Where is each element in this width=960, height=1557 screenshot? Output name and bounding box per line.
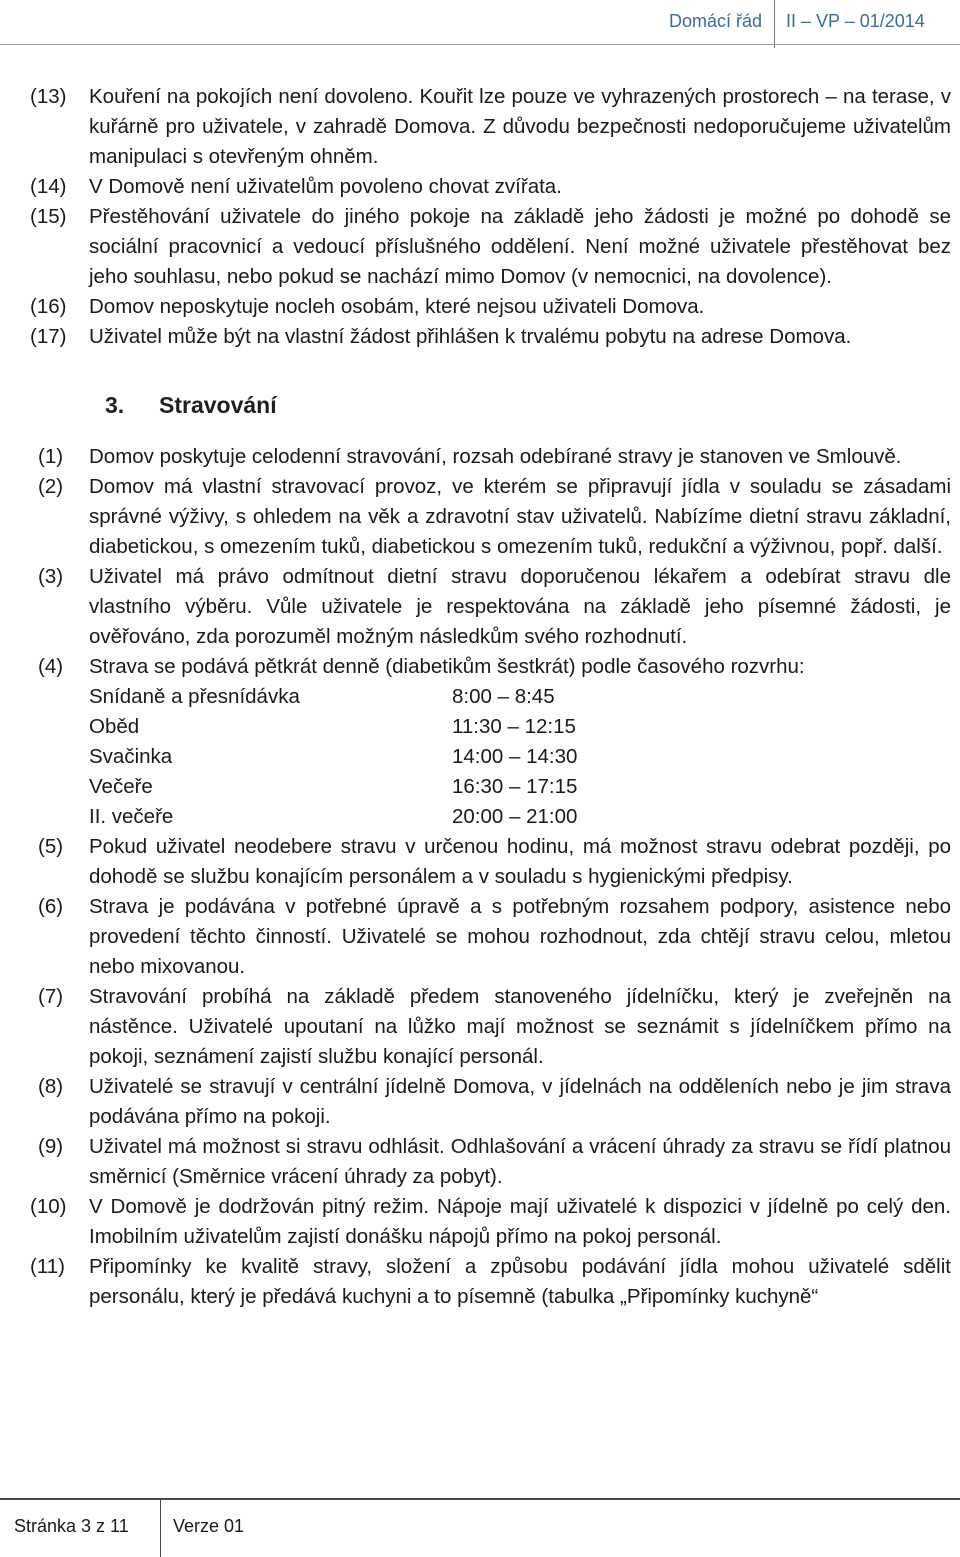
item-text: Uživatel má právo odmítnout dietní stravu doporučenou lékařem a odebírat stravu dle vlastního výběru. Vůle uživatele je respektována na základě jeho písemné žádosti, je ověřováno, zda porozuměl možným následkům svého rozhodnutí. [89, 565, 951, 648]
item-number: (5) [38, 835, 64, 858]
item-text: Uživatel může být na vlastní žádost přihlášen k trvalému pobytu na adrese Domova. [89, 325, 852, 348]
schedule-row [89, 772, 951, 802]
meal-time: 20:00 – 21:00 [452, 805, 578, 828]
item-text: Pokud uživatel neodebere stravu v určenou hodinu, má možnost stravu odebrat později, po dohodě se službu konajícím personálem a v souladu s hygienickými předpisy. [89, 835, 951, 888]
schedule-row [89, 802, 951, 832]
document-body [30, 82, 951, 1312]
item-number: (7) [38, 985, 64, 1008]
page-number: Stránka 3 z 11 [14, 1516, 129, 1536]
meal-time: 16:30 – 17:15 [452, 775, 578, 798]
item-number: (10) [30, 1195, 67, 1218]
item-text: Domov má vlastní stravovací provoz, ve kterém se připravují jídla v souladu se zásadami správné výživy, s ohledem na věk a zdravotní stav uživatelů. Nabízíme dietní stravu základní, diabetickou, s omezením tuků, diabetickou s omezením tuků, redukční a výživnou, popř. další. [89, 475, 951, 558]
list-item [30, 322, 951, 352]
list-item [30, 292, 951, 322]
item-number: (15) [30, 205, 67, 228]
item-number: (1) [38, 445, 64, 468]
list-item [30, 82, 951, 172]
list-item [30, 202, 951, 292]
item-text: Stravování probíhá na základě předem stanoveného jídelníčku, který je zveřejněn na nástěnce. Uživatelé upoutaní na lůžko mají možnost se seznámit s jídelníčkem přímo na pokoji, seznámení zajistí službu konající personál. [89, 985, 951, 1068]
footer-rule [0, 1498, 960, 1500]
item-text: V Domově není uživatelům povoleno chovat zvířata. [89, 175, 562, 198]
item-number: (2) [38, 475, 64, 498]
item-number: (8) [38, 1075, 64, 1098]
list-item [30, 1132, 951, 1192]
list-item [30, 562, 951, 652]
list-item [30, 472, 951, 562]
item-text: Domov neposkytuje nocleh osobám, které nejsou uživateli Domova. [89, 295, 705, 318]
item-text: Přestěhování uživatele do jiného pokoje na základě jeho žádosti je možné po dohodě se sociální pracovnicí a vedoucí příslušného oddělení. Není možné uživatele přestěhovat bez jeho souhlasu, nebo pokud se nachází mimo Domov (v nemocnici, na dovolence). [89, 205, 951, 288]
meal-name: Snídaně a přesnídávka [89, 685, 300, 708]
schedule-row [89, 742, 951, 772]
list-item [30, 172, 951, 202]
header-divider [774, 0, 775, 48]
item-number: (14) [30, 175, 67, 198]
schedule-row [89, 682, 951, 712]
section-title: Stravování [159, 392, 277, 418]
list-item [30, 442, 951, 472]
meal-name: Oběd [89, 715, 140, 738]
item-text: Uživatel má možnost si stravu odhlásit. Odhlašování a vrácení úhrady za stravu se řídí platnou směrnicí (Směrnice vrácení úhrady za pobyt). [89, 1135, 951, 1188]
item-number: (17) [30, 325, 67, 348]
list-item [30, 1192, 951, 1252]
meal-schedule [89, 682, 951, 832]
item-number: (3) [38, 565, 64, 588]
list-item [30, 892, 951, 982]
item-text: Strava se podává pětkrát denně (diabetikům šestkrát) podle časového rozvrhu: [89, 655, 805, 678]
document-title: Domácí řád [668, 11, 762, 31]
page-footer [0, 1498, 960, 1557]
item-number: (6) [38, 895, 64, 918]
document-version: Verze 01 [173, 1516, 245, 1536]
meal-name: II. večeře [89, 805, 174, 828]
item-text: Připomínky ke kvalitě stravy, složení a způsobu podávání jídla mohou uživatelé sdělit personálu, který je předává kuchyni a to písemně (tabulka „Připomínky kuchyně“ [89, 1255, 951, 1308]
item-number: (9) [38, 1135, 64, 1158]
meal-time: 11:30 – 12:15 [452, 715, 576, 738]
previous-section-list [30, 82, 951, 352]
header-rule [0, 44, 960, 45]
list-item [30, 982, 951, 1072]
meal-name: Svačinka [89, 745, 173, 768]
list-item [30, 652, 951, 832]
item-text: V Domově je dodržován pitný režim. Nápoje mají uživatelé k dispozici v jídelně po celý den. Imobilním uživatelům zajistí donášku nápojů přímo na pokoj personál. [89, 1195, 951, 1248]
item-number: (4) [38, 655, 64, 678]
list-item [30, 1072, 951, 1132]
document-code: II – VP – 01/2014 [786, 11, 925, 31]
section-heading [30, 390, 951, 420]
item-text: Strava je podávána v potřebné úpravě a s potřebným rozsahem podpory, asistence nebo provedení těchto činností. Uživatelé se mohou rozhodnout, zda chtějí stravu celou, mletou nebo mixovanou. [89, 895, 951, 978]
meal-time: 8:00 – 8:45 [452, 685, 555, 708]
list-item [30, 832, 951, 892]
meal-time: 14:00 – 14:30 [452, 745, 578, 768]
item-number: (11) [30, 1255, 65, 1278]
footer-divider [160, 1498, 161, 1557]
meal-name: Večeře [89, 775, 153, 798]
item-text: Kouření na pokojích není dovoleno. Kouřit lze pouze ve vyhrazených prostorech – na terase, v kuřárně pro uživatele, v zahradě Domova. Z důvodu bezpečnosti nedoporučujeme uživatelům manipulaci s otevřeným ohněm. [89, 85, 951, 168]
item-text: Uživatelé se stravují v centrální jídelně Domova, v jídelnách na odděleních nebo je jim strava podávána přímo na pokoji. [89, 1075, 951, 1128]
section-number: 3. [105, 392, 125, 418]
item-text: Domov poskytuje celodenní stravování, rozsah odebírané stravy je stanoven ve Smlouvě. [89, 445, 902, 468]
page-header [0, 0, 960, 44]
list-item [30, 1252, 951, 1312]
item-number: (16) [30, 295, 67, 318]
schedule-row [89, 712, 951, 742]
section-list [30, 442, 951, 1312]
item-number: (13) [30, 85, 67, 108]
